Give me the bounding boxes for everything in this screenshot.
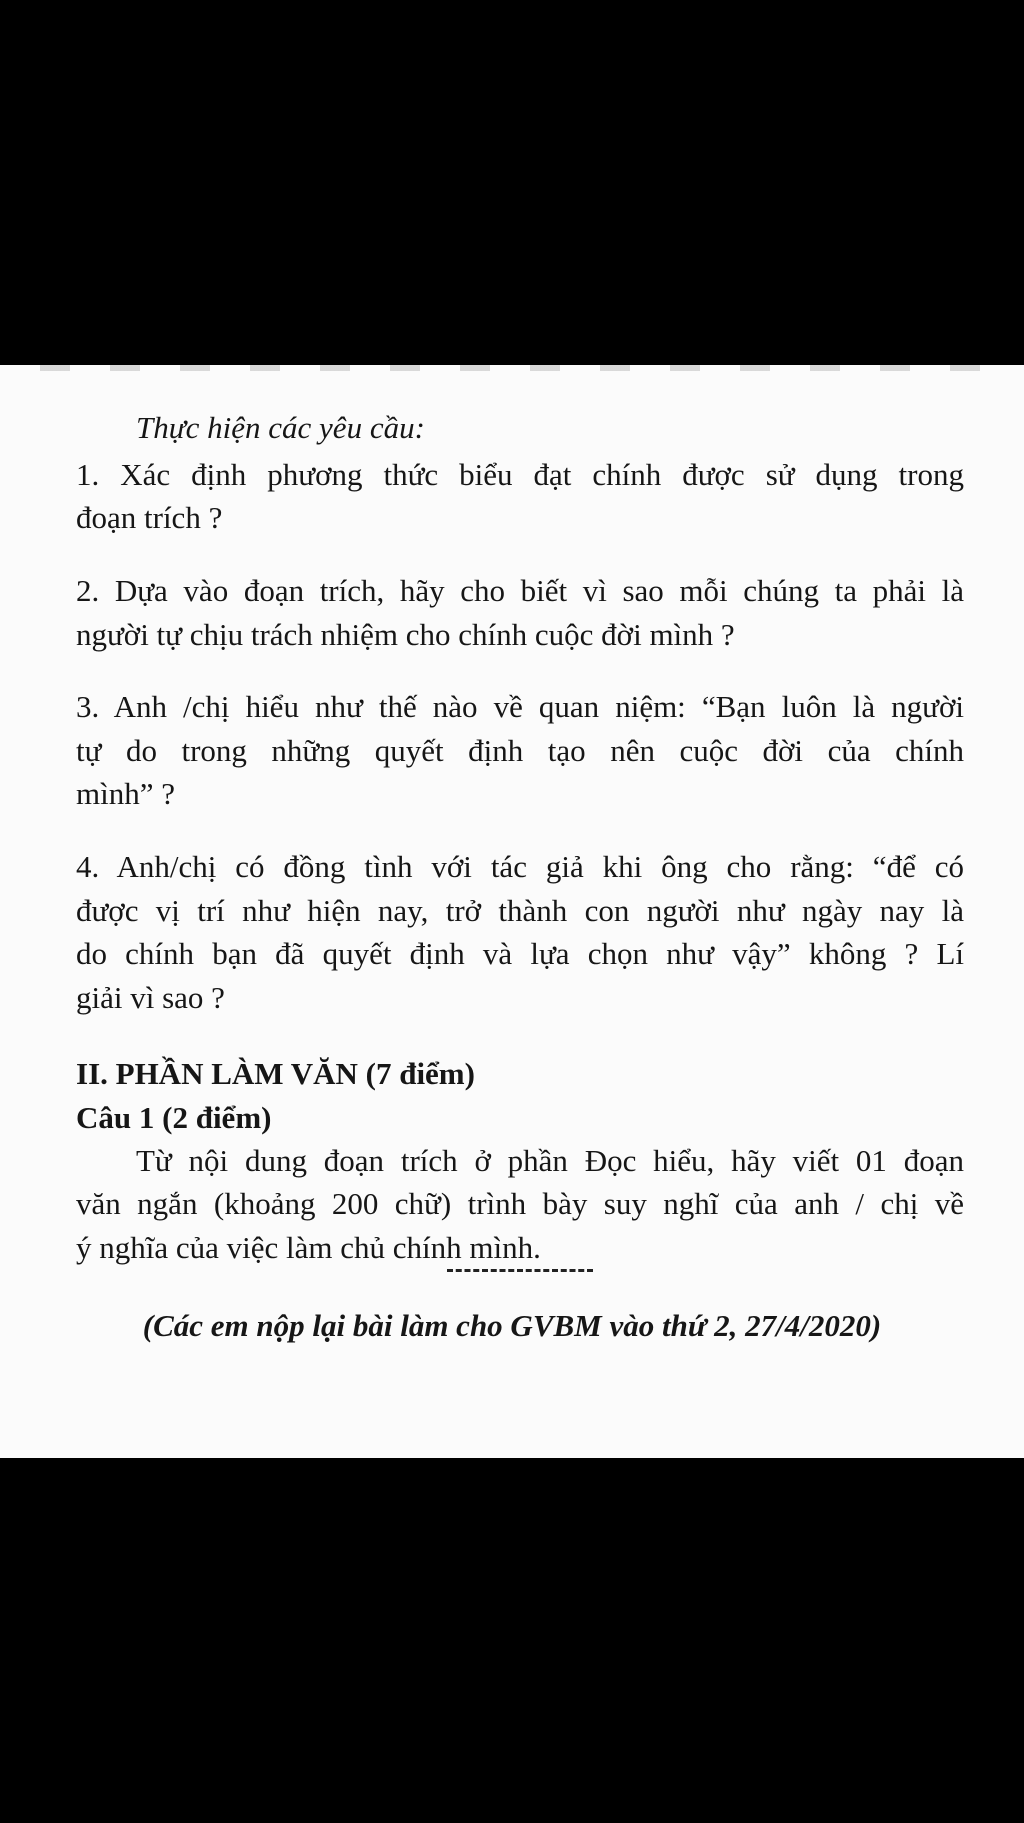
essay-prompt-line-1: Từ nội dung đoạn trích ở phần Đọc hiểu, hãy viết 01 đoạn [136,1143,964,1178]
question-3-line-2: tự do trong những quyết định tạo nên cuộc đời của chính [76,733,964,768]
black-bottom-band [0,1458,1024,1823]
essay-prompt-line-3: ý nghĩa của việc làm chủ chính mình. [76,1230,541,1265]
cropped-text-remnant [40,365,984,371]
question-3-line-1: 3. Anh /chị hiểu như thế nào về quan niệm: “Bạn luôn là người [76,689,964,724]
question-2-line-1: 2. Dựa vào đoạn trích, hãy cho biết vì sao mỗi chúng ta phải là [76,573,964,608]
essay-prompt-line-2: văn ngắn (khoảng 200 chữ) trình bày suy nghĩ của anh / chị về [76,1186,964,1221]
question-1-line-2: đoạn trích ? [76,500,223,535]
question-1-title: Câu 1 (2 điểm) [76,1100,272,1135]
document-page [0,365,1024,1458]
question-4-line-2: được vị trí như hiện nay, trở thành con người như ngày nay là [76,893,964,928]
question-3-line-3: mình” ? [76,776,175,811]
section-title: II. PHẦN LÀM VĂN (7 điểm) [76,1056,475,1091]
black-top-band [0,0,1024,365]
question-1-line-1: 1. Xác định phương thức biểu đạt chính được sử dụng trong [76,457,964,492]
dashed-divider [447,1269,593,1272]
question-2-line-2: người tự chịu trách nhiệm cho chính cuộc đời mình ? [76,617,735,652]
question-4-line-1: 4. Anh/chị có đồng tình với tác giả khi ông cho rằng: “để có [76,849,964,884]
question-4-line-4: giải vì sao ? [76,980,225,1015]
submission-note: (Các em nộp lại bài làm cho GVBM vào thứ 2, 27/4/2020) [142,1308,882,1343]
question-4-line-3: do chính bạn đã quyết định và lựa chọn như vậy” không ? Lí [76,936,964,971]
instruction-heading: Thực hiện các yêu cầu: [136,410,425,445]
